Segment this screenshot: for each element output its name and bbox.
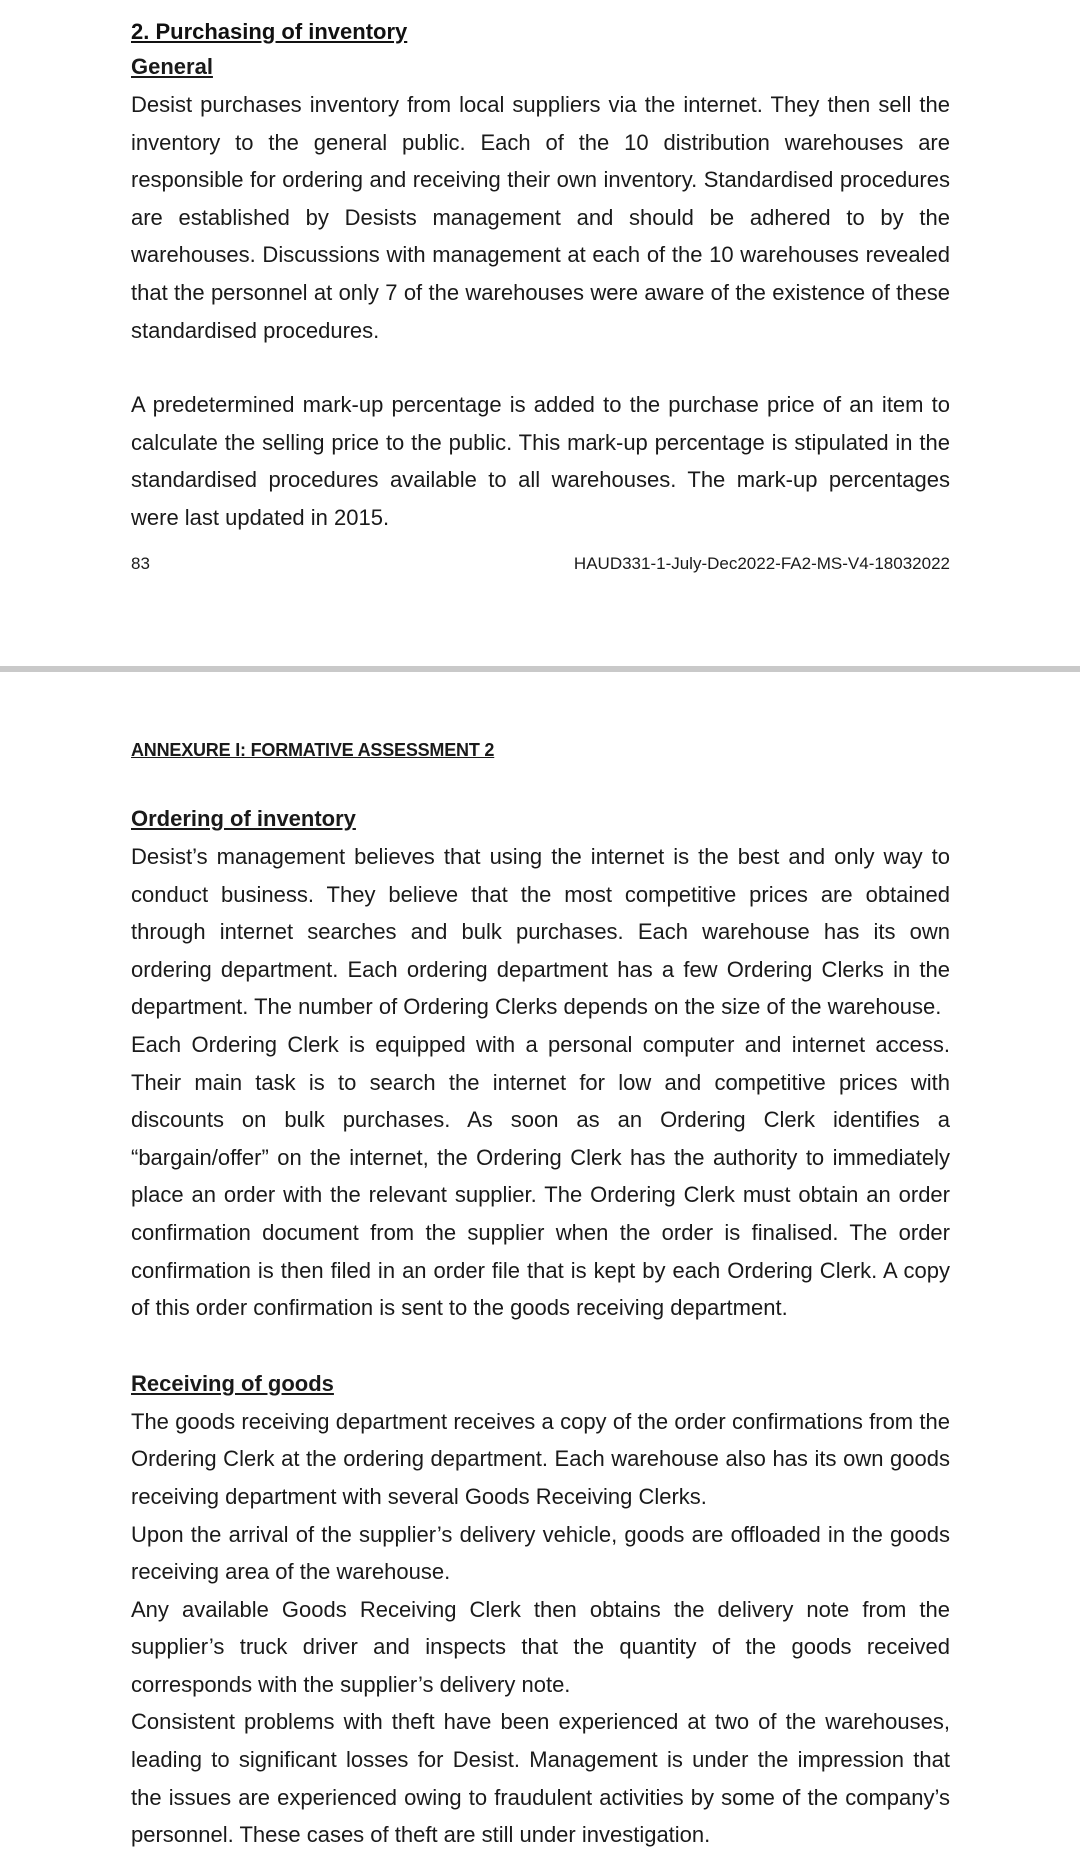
subsection-heading-ordering: Ordering of inventory xyxy=(131,806,356,831)
section-heading: 2. Purchasing of inventory xyxy=(131,19,408,44)
page-top-content xyxy=(131,16,950,537)
subsection-heading-receiving: Receiving of goods xyxy=(131,1370,334,1396)
paragraph-spacer xyxy=(131,349,950,386)
paragraph-markup: A predetermined mark-up percentage is added to the purchase price of an item to calculate the selling price to the public. This mark-up percentage is stipulated in the standardised procedures available to all warehouses. The mark-up percentages were last updated in 2015. xyxy=(131,392,950,530)
paragraph-general: Desist purchases inventory from local suppliers via the internet. They then sell the inventory to the general public. Each of the 10 distribution warehouses are responsible for ordering and receiving their own inventory. Standardised procedures are established by Desists management and should be adhered to by the warehouses. Discussions with management at each of the 10 warehouses revealed that the personnel at only 7 of the warehouses were aware of the existence of these standardised procedures. xyxy=(131,92,950,343)
page-separator xyxy=(0,666,1080,672)
paragraph-ordering-1: Desist’s management believes that using the internet is the best and only way to conduct business. They believe that the most competitive prices are obtained through internet searches and bulk purchases. Each warehouse has its own ordering department. Each ordering department has a few Ordering Clerks in the department. The number of Ordering Clerks depends on the size of the warehouse. xyxy=(131,844,950,1020)
paragraph-spacer xyxy=(131,1327,950,1365)
paragraph-receiving-2: Upon the arrival of the supplier’s delivery vehicle, goods are offloaded in the goods receiving area of the warehouse. xyxy=(131,1521,950,1585)
paragraph-ordering-2: Each Ordering Clerk is equipped with a personal computer and internet access. Their main task is to search the internet for low and competitive prices with discounts on bulk purchases. As soon as an Ordering Clerk identifies a “bargain/offer” on the internet, the Ordering Clerk has the authority to immediately place an order with the relevant supplier. The Ordering Clerk must obtain an order confirmation document from the supplier when the order is finalised. The order confirmation is then filed in an order file that is kept by each Ordering Clerk. A copy of this order confirmation is sent to the goods receiving department. xyxy=(131,1031,950,1321)
document-code: HAUD331-1-July-Dec2022-FA2-MS-V4-18032022 xyxy=(573,554,950,573)
document-page-top xyxy=(0,0,1080,666)
annexure-heading: ANNEXURE I: FORMATIVE ASSESSMENT 2 xyxy=(131,740,495,760)
document-page-bottom xyxy=(0,674,1080,1872)
heading-spacer xyxy=(131,764,950,800)
page-number: 83 xyxy=(131,554,150,573)
subsection-heading-general: General xyxy=(131,54,213,79)
page-bottom-content xyxy=(131,736,950,1854)
paragraph-receiving-4: Consistent problems with theft have been experienced at two of the warehouses, leading to significant losses for Desist. Management is under the impression that the issues are experienced owing to fraudulent activities by some of the company’s personnel. These cases of theft are still under investigation. xyxy=(131,1709,950,1848)
paragraph-receiving-3: Any available Goods Receiving Clerk then obtains the delivery note from the supplier’s truck driver and inspects that the quantity of the goods received corresponds with the supplier’s delivery note. xyxy=(131,1596,950,1697)
paragraph-receiving-1: The goods receiving department receives a copy of the order confirmations from the Ordering Clerk at the ordering department. Each warehouse also has its own goods receiving department with several Goods Receiving Clerks. xyxy=(131,1408,950,1509)
